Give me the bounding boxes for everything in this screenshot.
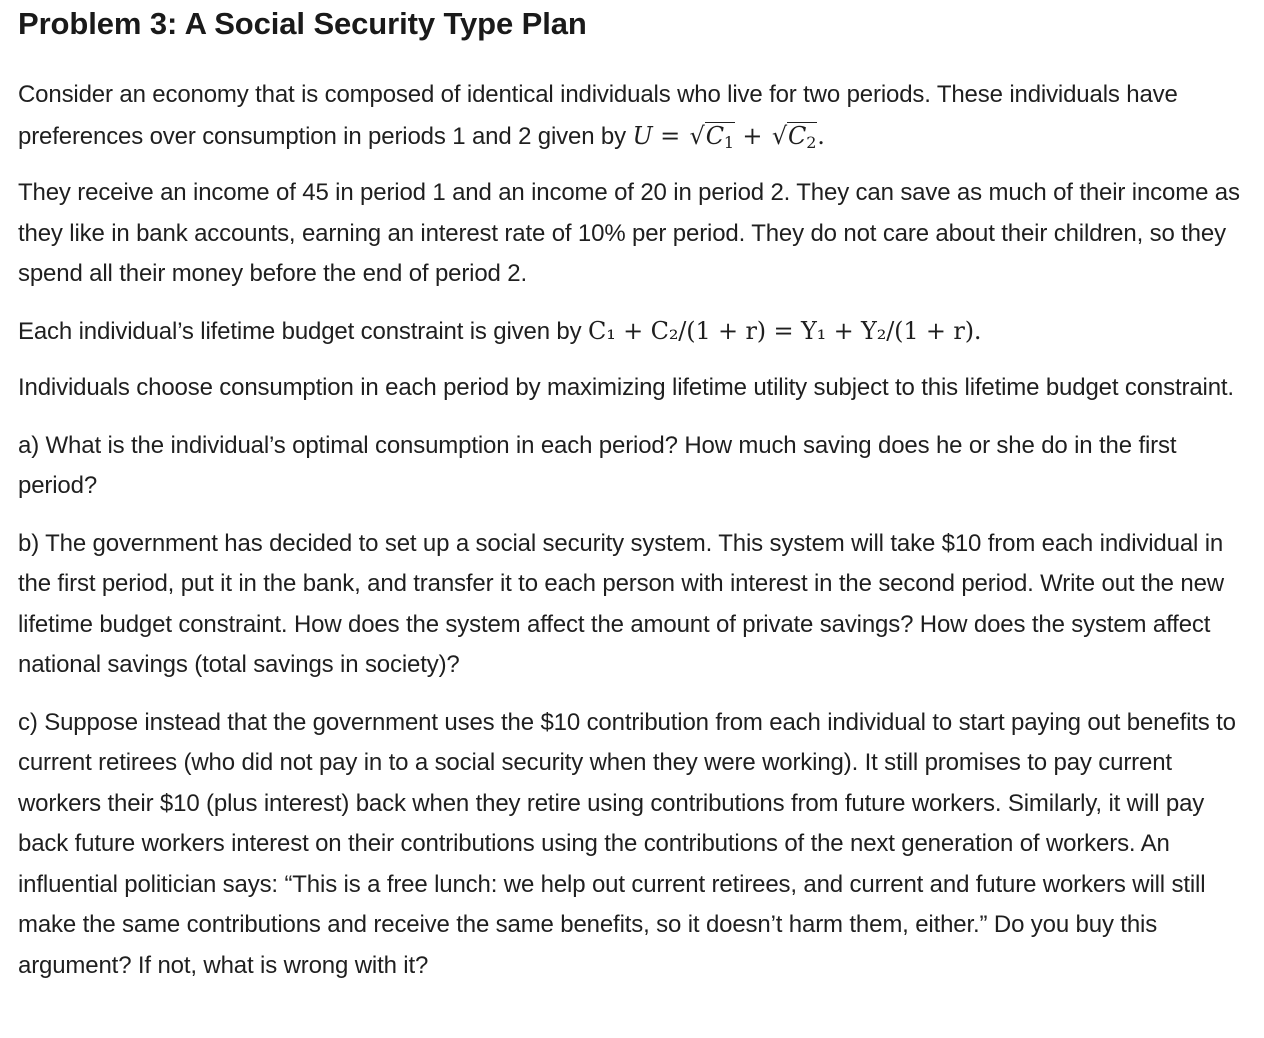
problem-document <box>18 0 1246 986</box>
budget-constraint-text: Each individual’s lifetime budget constraint is given by <box>18 317 582 345</box>
question-a: a) What is the individual’s optimal consumption in each period? How much saving does he or she do in the first period? <box>18 431 1177 499</box>
preferences-text: Consider an economy that is composed of identical individuals who live for two periods. These individuals have preferences over consumption in periods 1 and 2 given by <box>18 81 1178 150</box>
question-b: b) The government has decided to set up a social security system. This system will take $10 from each individual in the first period, put it in the bank, and transfer it to each person with interest in the second period. Write out the new lifetime budget constraint. How does the system affect the amount of private savings? How does the system affect national savings (total savings in society)? <box>18 529 1224 678</box>
budget-constraint-formula: C₁ + C₂/(1 + r) = Y₁ + Y₂/(1 + r). <box>588 316 982 345</box>
question-c: c) Suppose instead that the government uses the $10 contribution from each individual to start paying out benefits to current retirees (who did not pay in to a social security when they were working). It still promises to pay current workers their $10 (plus interest) back when they retire using contributions from future workers. Similarly, it will pay back future workers interest on their contributions using the contributions of the next generation of workers. An influential politician says: “This is a free lunch: we help out current retirees, and current and future workers will still make the same contributions and receive the same benefits, so it doesn’t harm them, either.” Do you buy this argument? If not, what is wrong with it? <box>18 708 1236 979</box>
paragraph-income: They receive an income of 45 in period 1 and an income of 20 in period 2. They can save as much of their income as they like in bank accounts, earning an interest rate of 10% per period. They do not care about their children, so they spend all their money before the end of period 2. <box>18 179 1240 287</box>
utility-formula: $U = √C_1 + √C_2$. <box>632 121 825 152</box>
paragraph-preferences <box>18 75 1246 157</box>
paragraph-budget-constraint <box>18 311 1246 353</box>
paragraph-maximization: Individuals choose consumption in each period by maximizing lifetime utility subject to this lifetime budget constraint. <box>18 374 1234 401</box>
page-title: Problem 3: A Social Security Type Plan <box>18 6 587 41</box>
